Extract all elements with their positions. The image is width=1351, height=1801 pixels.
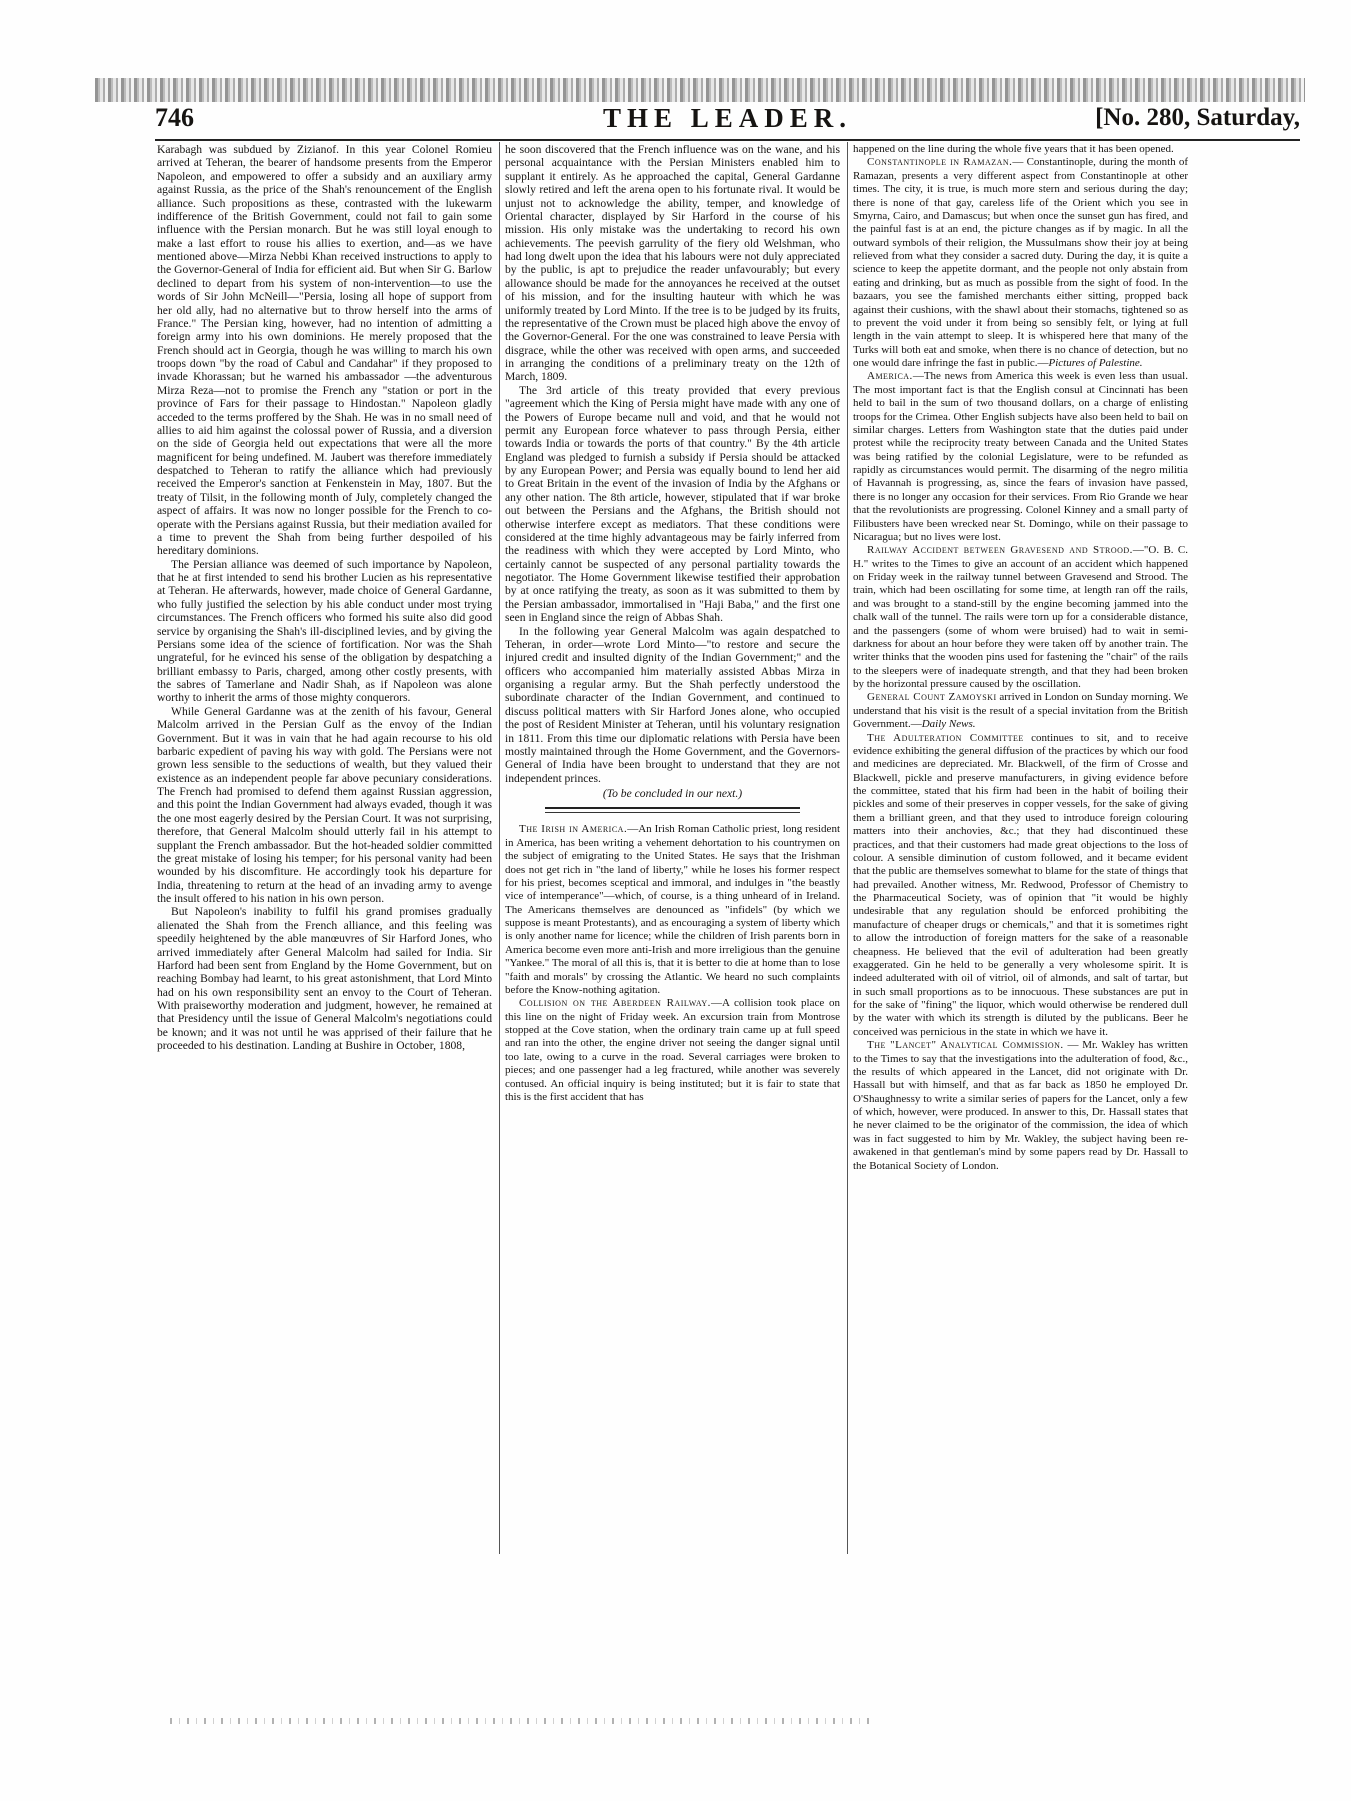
news-heading: The Irish in America.	[519, 823, 628, 836]
news-heading: Railway Accident between Gravesend and Strood.	[867, 544, 1133, 557]
column-2	[505, 143, 840, 1553]
col1-paragraph-4: But Napoleon's inability to fulfil his grand promises gradually alienated the Shah from the French alliance, and this feeling was speedily heightened by the able manœuvres of Sir Harford Jones, who arrived immediately after General Malcolm had sailed for India. Sir Harford had been sent from England by the Home Government, but on reaching Bombay had learnt, to his great astonishment, that Lord Minto had on his own responsibility sent an envoy to the Court of Teheran. With praiseworthy moderation and judgment, however, he remained at that Presidency until the issue of General Malcolm's negotiations could be known; and it was not until he was apprised of their failure that he proceeded to his destination. Landing at Bushire in October, 1808,	[157, 905, 492, 1053]
news-body: —"O. B. C. H." writes to the Times to give an account of an accident which happened on Friday week in the railway tunnel between Gravesend and Strood. The train, which had been oscillating for some time, at length ran off the rails, and was brought to a stand-still by the engine becoming jammed into the chalk wall of the tunnel. The rails were torn up for a considerable distance, and the passengers (some of whom were bruised) had to wait in semi-darkness for about an hour before they were taken off by another train. The writer thinks that the wooden pins used for fastening the "chair" of the rails to the sleepers were of inadequate strength, and that they had been broken by the horizontal pressure caused by the oscillation.	[853, 544, 1188, 690]
news-heading: General Count Zamoyski	[867, 691, 997, 704]
section-rule-thin	[545, 812, 800, 813]
col2-paragraph-2: The 3rd article of this treaty provided that every previous "agreement which the King of Persia might have made with any one of the Powers of Europe became null and void, and that he would not permit any European force whatever to pass through Persia, either towards India or towards the ports of that country." By the 4th article England was pledged to furnish a subsidy if Persia should be attacked by any European Power; and Persia was equally bound to lend her aid to Great Britain in the event of the invasion of India by the Afghans or any other nation. The 8th article, however, stipulated that if war broke out between the Persians and the Afghans, the British should not otherwise interfere except as mediators. That these conditions were considered at the time highly advantageous may be fairly inferred from the readiness with which they were accepted by Lord Minto, who certainly cannot be suspected of any personal partiality towards the negotiator. The Home Government likewise testified their approbation by at once ratifying the treaty, as soon as it was submitted to them by the Persian ambassador, immortalised in "Haji Baba," and the first one seen in England since the reign of Abbas Shah.	[505, 383, 840, 625]
scan-artifact-bottom	[170, 1718, 870, 1724]
news-body: — Mr. Wakley has written to the Times to say that the investigations into the adulteration of food, &c., the results of which appeared in the Lancet, did not originate with Dr. Hassall but with himself, and that as far back as 1850 he employed Dr. O'Shaughnessy to write a similar series of papers for the Lancet, only a few of which, however, were produced. In answer to this, Dr. Hassall states that he never claimed to be the originator of the commission, the idea of which was in fact suggested to him by Mr. Wakley, the subject having been re-awakened in that gentleman's mind by some papers read by Dr. Hassall to the Botanical Society of London.	[853, 1039, 1188, 1172]
news-heading: Collision on the Aberdeen Railway.	[519, 997, 711, 1010]
news-item-count-zamoyski	[853, 691, 1188, 731]
news-item-adulteration-committee	[853, 732, 1188, 1040]
header-rule	[155, 139, 1300, 141]
news-heading: America.	[867, 370, 913, 383]
issue-number: [No. 280, Saturday,	[1095, 104, 1300, 131]
news-source: Daily News.	[921, 718, 976, 731]
page-number: 746	[155, 103, 194, 132]
news-body: —The news from America this week is even less than usual. The most important fact is that the English consul at Cincinnati has been held to bail in the sum of two thousand dollars, on a charge of enlisting troops for the Crimea. Other English subjects have also been held to bail on similar charges. Letters from Washington state that the duties paid under protest while the reciprocity treaty between Canada and the United States was being ratified by the colonial Legislature, were to be refunded as rapidly as circumstances would permit. The disarming of the negro militia of Havannah is progressing, as, since the fears of invasion have passed, there is no longer any occasion for their services. From Rio Grande we hear that the revolutionists are progressing. Colonel Kinney and a small party of Filibusters have been wrecked near St. Domingo, while on their passage to Nicaragua; but no lives were lost.	[853, 370, 1188, 543]
column-divider-1	[499, 142, 500, 1554]
news-item-railway-accident	[853, 544, 1188, 691]
news-item-aberdeen-collision	[505, 997, 840, 1104]
news-source: Pictures of Palestine.	[1048, 357, 1143, 369]
news-body: continues to sit, and to receive evidence exhibiting the general diffusion of the practices by which our food and medicines are depreciated. Mr. Blackwell, of the firm of Crosse and Blackwell, pickle and preserve manufacturers, in giving evidence before the committee, stated that his firm had been in the habit of boiling their pickles and some of their preserves in copper vessels, for the sake of giving them a brilliant green, and that they used to introduce foreign colouring matters into their anchovies, &c.; that they had discontinued these practices, and that their customers had made great objections to the loss of colour. A sensible diminution of custom followed, and it became evident that the public are themselves somewhat to blame for the state of things that had prevailed. Another witness, Mr. Redwood, Professor of Chemistry to the Pharmaceutical Society, was of opinion that "it would be highly undesirable that any regulation should be enforced prohibiting the manufacture of cheaper drugs or chemicals," and that it is sometimes right to allow the introduction of foreign matters for the sake of a reasonable cheapness. He believed that the evil of adulteration had been greatly exaggerated. Gin he held to be generally a very wholesome spirit. It is indeed adulterated with oil of vitriol, oil of almonds, and salt of tartar, but in such small proportions as to be innocuous. These substances are put in for the sake of "fining" the liquor, which would otherwise be rendered dull by the water with which its strength is diluted by the publicans. Beer he conceived was pernicious in the state in which we have it.	[853, 731, 1188, 1038]
col2-paragraph-3: In the following year General Malcolm was again despatched to Teheran, in order—wrote Lord Minto—"to restore and secure the injured credit and insulted dignity of the Indian Government;" and the officers who accompanied him materially assisted Abbas Mirza in organising a regular army. But the Shah perfectly understood the subordinate character of the Indian Government, and continued to discuss political matters with Sir Harford Jones alone, who occupied the post of Resident Minister at Teheran, until his voluntary resignation in 1811. From this time our diplomatic relations with Persia have been mostly maintained through the Home Government, and the Governors-General of India have been brought to understand that they are not independent princes.	[505, 624, 840, 785]
column-divider-2	[847, 142, 848, 1554]
col2-paragraph-1: he soon discovered that the French influence was on the wane, and his personal acquaintance with the Persian Ministers enabled him to supplant it entirely. As he approached the capital, General Gardanne slowly retired and left the arena open to his fortunate rival. It would be unjust not to acknowledge the ability, temper, and knowledge of Oriental character, displayed by Sir Harford in the course of his mission. His only mistake was the undertaking to record his own achievements. The peevish garrulity of the fiery old Welshman, who had long dwelt upon the idea that his labours were not duly appreciated by the public, is apt to prejudice the reader unfavourably; but every allowance should be made for the annoyances he received at the outset of his mission, and for the insulting hauteur with which he was uniformly treated by Lord Minto. If the tree is to be judged by its fruits, the representative of the Crown must be placed high above the envoy of the Governor-General. For the one was constrained to leave Persia with disgrace, while the other was received with open arms, and succeeded in arranging the conditions of a preliminary treaty on the 12th of March, 1809.	[505, 143, 840, 384]
news-heading: Constantinople in Ramazan.	[867, 156, 1013, 169]
news-heading: The "Lancet" Analytical Commission.	[867, 1039, 1064, 1052]
news-body: —An Irish Roman Catholic priest, long resident in America, has been writing a vehement dehortation to his countrymen on the subject of emigrating to the United States. He says that the Irishman does not get rich in "the land of liberty," while he loses his former respect for his priest, becomes sceptical and immoral, and indulges in "the beastly vice of intemperance"—which, of course, is a thing unheard of in Ireland. The Americans themselves are denounced as "infidels" (by which we suppose is meant Protestants), and as encouraging a system of liberty which is only another name for licence; while the children of Irish parents born in America become even more anti-Irish and more irreligious than the genuine "Yankee." The moral of all this is, that it is better to die at home than to lose "faith and morals" by crossing the Atlantic. We heard no such complaints before the Know-nothing agitation.	[505, 823, 840, 996]
news-heading: The Adulteration Committee	[867, 731, 1024, 744]
col1-paragraph-2: The Persian alliance was deemed of such importance by Napoleon, that he at first intended to send his brother Lucien as his representative at Teheran. He afterwards, however, made choice of General Gardanne, who fully justified the selection by his able conduct under most trying circumstances. The French officers who formed his suite also did good service by organising the Shah's ill-disciplined levies, and by giving the Persians some idea of the science of fortification. Nor was the Shah ungrateful, for he evinced his sense of the obligation by despatching a brilliant embassy to Paris, charged, among other costly presents, with the sabres of Tamerlane and Nadir Shah, as if Napoleon was alone worthy to inherit the arms of those mighty conquerors.	[157, 557, 492, 705]
column-3	[853, 143, 1188, 1553]
news-item-america	[853, 370, 1188, 544]
continued-note: (To be concluded in our next.)	[602, 787, 743, 800]
news-body: —A collision took place on this line on the night of Friday week. An excursion train from Montrose stopped at the Cove station, when the ordinary train came up at full speed and ran into the other, the engine driver not seeing the danger signal until too late, owing to a curve in the road. Several carriages were broken to pieces; and one passenger had a leg fractured, while another was severely contused. An official inquiry is being instituted; but it is fair to state that this is the first accident that has	[505, 997, 840, 1103]
page-header	[155, 103, 1300, 137]
news-body: arrived in London on Sunday morning. We understand that his visit is the result of a special invitation from the British Government.—	[853, 691, 1188, 731]
col3-continuation: happened on the line during the whole five years that it has been opened.	[853, 143, 1174, 155]
scan-artifact-band	[95, 78, 1305, 102]
masthead-title: THE LEADER.	[602, 103, 853, 133]
col1-paragraph-3: While General Gardanne was at the zenith of his favour, General Malcolm arrived in the Persian Gulf as the envoy of the Indian Government. But it was in vain that he had again recourse to his old barbaric expedient of paving his way with gold. The Persians were not grown less sensible to the seductions of wealth, but they valued their existence as an independent people far above pecuniary considerations. The French had promised to defend them against Russian aggression, and this point the Indian Government had always evaded, though it was the one most eagerly desired by the Persian Court. It was not surprising, therefore, that General Malcolm should utterly fail in his attempt to supplant the French ambassador. But the hot-headed soldier committed the great mistake of losing his temper; for his personal vanity had been wounded by his discomfiture. He accordingly took his departure for India, threatening to return at the head of an invading army to avenge the insult offered to his nation in his own person.	[157, 704, 492, 905]
col1-paragraph-1: Karabagh was subdued by Zizianof. In this year Colonel Romieu arrived at Teheran, the bearer of handsome presents from the Emperor Napoleon, and empowered to offer a subsidy and an auxiliary army against Russia, as the price of the Shah's renouncement of the English alliance. Such propositions as these, contrasted with the lukewarm indifference of the British Government, could not fail to gain some influence with the Persian monarch. But he was still loyal enough to make a last effort to rouse his allies to exertion, and—as we have mentioned above—Mirza Nebbi Khan received instructions to apply to the Governor-General of India for efficient aid. But when Sir G. Barlow declined to depart from his system of non-intervention—to use the words of Sir John McNeill—"Persia, losing all hope of support from her old ally, had no alternative but to throw herself into the arms of France." The Persian king, however, had no intention of admitting a foreign army into his own dominions. He merely proposed that the French should act in Georgia, though he was willing to march his own troops down "by the road of Cabul and Candahar" if they proposed to invade Khorassan; but he warned his ambassador —the adventurous Mirza Reza—not to promise the French any "station or port in the province of Fars for their passage to Hindostan." Napoleon gladly acceded to the terms proffered by the Shah. He was in no small need of allies to aid him against the colossal power of Russia, and a diversion on the side of Georgia held out expectations that were all the more magnificent for being undefined. M. Jaubert was therefore immediately despatched to Teheran to ratify the alliance which had previously received the Emperor's sanction at Fenkenstein in May, 1807. But the treaty of Tilsit, in the following month of July, completely changed the aspect of affairs. It was now no longer possible for the French to co-operate with the Persians against Russia, but their mediation availed for a time to prevent the Shah from being further despoiled of his hereditary dominions.	[157, 143, 492, 558]
news-item-irish-in-america	[505, 823, 840, 997]
section-rule-thick	[545, 807, 800, 809]
column-1	[157, 143, 492, 1553]
news-item-lancet-commission	[853, 1039, 1188, 1173]
news-item-constantinople	[853, 156, 1188, 370]
news-body: — Constantinople, during the month of Ramazan, presents a very different aspect from Constantinople at other times. The city, it is true, is much more stern and serious during the day; there is none of that gay, careless life of the Orient which you see in Smyrna, Cairo, and Damascus; but when once the sunset gun has fired, and the painful fast is at an end, the picture changes as if by magic. In all the outward symbols of their religion, the Mussulmans show their joy at being relieved from what they consider a sacred duty. During the day, it is quite a science to keep the appetite dormant, and the people not only abstain from eating and drinking, but as much as possible from the sight of food. In the bazaars, you see the famished merchants either sitting, propped back against their cushions, with the shawl about their stomachs, tightened so as to prevent the void under it from being so sensibly felt, or lying at full length in the vain attempt to sleep. It is whispered here that many of the Turks will both eat and smoke, when there is no chance of detection, but no one would dare infringe the fast in public.—	[853, 156, 1188, 369]
